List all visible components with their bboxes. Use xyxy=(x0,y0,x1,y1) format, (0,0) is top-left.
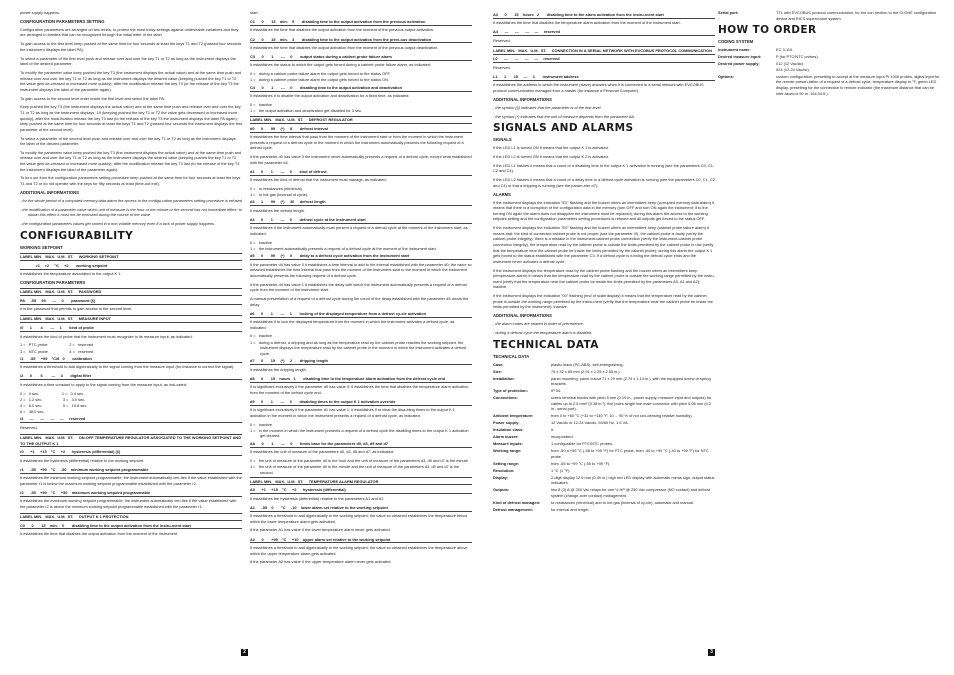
parameter-row: r0 +1 +15 °C +2 hysteresis (differential) (§) xyxy=(20,449,242,456)
parameter-row: /0 1 4 --- 1 kind of probe xyxy=(20,325,242,332)
paragraph: If the LED L2 is turned ON it means that the output K 2 is activated. xyxy=(493,154,609,159)
spec-value: panel mounting, panel cutout 71 x 29 mm (2.79 x 1.14 in.), with the equipped screw or spring brackets. xyxy=(551,375,711,387)
column-1 xyxy=(20,10,242,672)
paragraph: To gain access to the second level enter inside the first level and select the label PA. xyxy=(20,95,166,101)
option-item: 1 = the unit of measure of the parameter d0 is the minute and the unit of measure of the parameters d3, d5 and d7 is the second. xyxy=(250,464,461,475)
note-item: - the symbol (*) indicates that the unit of measure depends from the parameter dA. xyxy=(493,113,635,119)
parameter-row: A4 --- --- --- --- reserved xyxy=(493,29,715,36)
paragraph: It establishes the hysteresis (differential) relative to the parameters A1 and A2. xyxy=(250,495,385,501)
spec-row xyxy=(493,475,715,486)
spec-row xyxy=(718,47,940,53)
paragraph: It establishes the time that disables the output activation from the moment of the instrument xyxy=(20,530,178,536)
option-item: 4 = 8.0 sec. 5 = 19.8 sec. xyxy=(20,402,88,408)
parameter-row: dA 0 1 --- 0 times base for the parameters d0, d3, d5 and d7 xyxy=(250,440,472,447)
paragraph: it establishes the temperature associated to the output K 1. xyxy=(20,271,122,277)
table-header: LABEL MIN. MAX. U.M. ST. DEFROST REGULATOR xyxy=(250,116,472,124)
spec-value: 2-digit display 12.5 mm (0.49 in.) high red LED display with automatic minus sign, output status indicators. xyxy=(551,474,715,486)
section-heading: TECHNICAL DATA xyxy=(493,353,530,359)
table-header: LABEL MIN. MAX. U.M. ST. ON-OFF TEMPERATURE REGULATOR ASSOCIATED TO THE WORKING SETPOINT AND TO THE OUTPUT K 1 xyxy=(20,434,243,446)
parameter-row: /3 --- --- --- --- reserved xyxy=(20,416,242,423)
option-item: 0 = the unit of measure of the parameter d0 is the hour and the unit of measure of the parameters d3, d5 and d7 is the minute xyxy=(250,457,468,463)
parameter-row: d4 0 1 --- 0 defrost cycle at the instrument start xyxy=(250,217,472,224)
table-header: LABEL MIN. MAX. U.M. ST. CONNECTION IN A SERIAL NETWORK WITH EVCOBUS PROTOCOL COMMUNICATION xyxy=(493,46,715,54)
spec-row xyxy=(493,362,715,368)
section-heading: CODING SYSTEM xyxy=(718,39,754,45)
table-header: LABEL MIN. MAX. U.M. ST. OUTPUT K 1 PROTECTION xyxy=(20,513,242,521)
paragraph: It establishes the defrost length. xyxy=(250,207,305,213)
spec-key: Installation: xyxy=(493,375,515,381)
paragraph: To gain access to the first level keep pushed at the same time for four seconds at least the keys T1 and T2 (passed four seconds the instrument displays the label PA). xyxy=(20,41,242,52)
spec-row xyxy=(718,74,940,96)
spec-row xyxy=(493,434,715,440)
option-item: 1 = to hot gas (inversal of cycle). xyxy=(250,192,309,198)
column-4 xyxy=(718,10,940,672)
chapter-title: HOW TO ORDER xyxy=(718,24,817,37)
spec-value: from -50 a +99 °C (-58 to +99 °F) for PTC probe, from -40 to +99 °C (-40 to +99 °F) for NTC probe. xyxy=(551,448,709,459)
note-item: - for the whole period of a computed memory data alarm the access to the configu-ration parameters setting procedure is refused xyxy=(20,197,242,203)
parameter-row: d7 0 15 (*) 2 dripping length xyxy=(250,358,472,365)
spec-key: Serial port: xyxy=(718,10,739,15)
paragraph: It establishes the time that disables the temperature alarm activation from the moment of the instrument start. xyxy=(493,20,681,26)
section-heading: SIGNALS xyxy=(493,137,512,143)
spec-row xyxy=(493,427,715,433)
parameter-row: d5 0 99 (*) 0 delay to a defrost cycle activation from the instrument start xyxy=(250,253,472,260)
spec-key: Measure inputs: xyxy=(493,441,523,447)
paragraph: It establishes the time interval that pass from the moment of the instrument start or from the moment in which the instrument presents a request of a defrost cycle to the moment in which the instrument automatically presents the following request of a defrost cycle. xyxy=(250,134,464,151)
paragraph: It establishes if to lock the displayed temperature from the moment in which the instrument activates a defrost cycle, as indicated: xyxy=(250,319,455,330)
parameter-row: r1 -55 +99 °C -50 minimum working setpoint programmable xyxy=(20,466,242,473)
paragraph: If the parameter d0 has value 0 the instrument never automatically presents a request of a defrost cycle, except what established with the parameter d4. xyxy=(250,154,472,165)
spec-key: Outputs: xyxy=(493,487,510,493)
spec-key: Defrost management: xyxy=(493,506,533,512)
spec-key: Power supply: xyxy=(493,420,520,426)
table-header: LABEL MIN. MAX. U.M. ST. TEMPERATURE ALARM REGULATOR xyxy=(250,477,472,485)
section-heading: ADDITIONAL INFORMATIONS xyxy=(20,189,79,195)
paragraph: To turn out from the configuration parameters setting procedure keep pushed at the same time for four seconds at least the keys T1 and T2 or do not operate with the keys for fifty seconds at least (time-out exit). xyxy=(20,175,241,187)
option-item: 6 = 48.0 sec. xyxy=(20,409,45,415)
spec-row xyxy=(493,395,715,412)
paragraph: It establishes the time that disables the output activation from the moment of the previous output deactivation. xyxy=(250,44,439,50)
option-item: 1 = during a defrost, a dripping and as long as the temperature read by the cabinet probe reaches the working setpoint, the instrument displays the temperature read by the cabinet probe in the moment in which the instrument activates a defrost cycle. xyxy=(250,339,468,356)
parameter-row: d9 0 1 --- 0 disabling times to the output K 1 activation override xyxy=(250,398,472,405)
option-item: 0 = to resistances (electrical) xyxy=(250,185,302,191)
section-heading: ALARMS xyxy=(493,191,511,197)
paragraph: It establishes a threshold to add algebraically to the working setpoint; the value so obtained establishes the temperature below which the lower temperature alarm gets activated. xyxy=(250,513,468,524)
spec-key: Setting range: xyxy=(493,460,520,466)
parameter-row: C4 0 1 --- 0 disabling time to the output activation and deactivation xyxy=(250,84,472,91)
paragraph: Configuration parameters are arranged on two levels, to protect the most tricky settings against undesirable variations and they are arranged in families that can be recognized through the initial letter of the label. xyxy=(20,26,239,38)
paragraph: It is significant exclusively if the parameter d1 has value 1; it establishes if to clear the disa-bling times to the output K 1 activation in the moment in which the instrument presents a request of a defrost cycle, as indicated: xyxy=(250,407,455,418)
paragraph: Reserved. xyxy=(20,424,38,430)
page-number-right: 3 xyxy=(708,649,715,656)
paragraph: To modify the parameter value keep pushed the key T3 (the instrument displays the actual value) and at the same time push and release over and over the key T1 or T2 as long as the instrument displays the desired value (keeping pushed the key T1 or T2 the value gets de-creased or increased more quickly); after the modification release the key T3 last (to the release of the key T3 the instrument displays the label of the parameter again). xyxy=(20,149,242,172)
spec-value: 1 configurable for PTC/NTC probes. xyxy=(551,441,614,447)
parameter-row: A3 0 15 hours 2 disabling time to the alarm activation from the instru-ment start xyxy=(493,12,715,19)
option-item: 3 = NTC probe 4 = reserved xyxy=(20,348,94,354)
option-item: 1 = the output activation and deactivation get disabled for 3 sec. xyxy=(250,108,363,114)
spec-row xyxy=(493,448,715,459)
parameter-row: C0 0 15 min. 0 disabling time to the output activation from the instru-ment start xyxy=(20,522,242,529)
paragraph: If the instrument displays the indication "E0" flashing and the buzzer utters an intermittent beep (cabinet probe failure alarm) it means that: the kind of connected cabinet probe is not proper (see the parameter /0), the cabinet probe is faulty (verify the cabinet probe integrity); there is a mistake in the instrument-cabinet probe connection (verify the instrument-cabinet probe connection integrity), the temperature read by the cabinet probe is outside the limits permitted by the cabinet probe in use (verify that the temperature near the cabinet probe be inside the limits permitted by the cabinet probe); during this alarm the output K 1 gets forced to the status established with the parameter C3. If a defrost cycle is running the defrost cycle ends and the instrument never activates a defrost cycle. xyxy=(493,225,714,264)
paragraph: Reserved. xyxy=(493,37,511,43)
parameter-row: d6 0 1 --- 1 locking of the displayed temperature from a defrost cy-cle activation xyxy=(250,310,472,317)
parameter-row: r2 -55 +99 °C +50 maximum working setpoint programmable xyxy=(20,489,242,496)
parameter-row: d1 0 1 --- 0 kind of defrost xyxy=(250,168,472,175)
paragraph: If the instrument displays the temperature read by the cabinet probe flashing and the buzzer utters an intermittent beep (temperature alarm) it means that the temperature read by the cabinet probe is outside the working range permitted by the instru-ment (verify that the temperature near the cabinet probe be inside the limits permitted by the parameters A0, A1 and A2); inactive. xyxy=(493,267,715,290)
spec-value: TTL with EVCOBUS protocol communication, for the con-nection to the CLONE configuration device and RICS supervi-sion system. xyxy=(776,10,937,21)
paragraph: It establishes the kind of probe that the instrument must recognize to its measure input, as indicated: xyxy=(20,333,193,339)
spec-key: Working range: xyxy=(493,448,522,454)
section-heading: CONFIGURATION PARAMETERS xyxy=(20,279,86,285)
note-item: - the symbol (§) indicates that the parameter is of the first level xyxy=(493,104,601,110)
parameter-row: A0 +1 +15 °C +2 hysteresis (differential) xyxy=(250,487,472,494)
spec-row xyxy=(493,507,715,513)
spec-row xyxy=(493,441,715,447)
chapter-title: SIGNALS AND ALARMS xyxy=(493,122,634,135)
paragraph: To select a parameter of the second level push and release over and over the key T1 or T2 as long as the instrument displays the label of the desired parameter. xyxy=(20,135,236,147)
spec-key: Alarm buzzer: xyxy=(493,434,519,440)
chapter-title: CONFIGURABILITY xyxy=(20,229,134,242)
section-heading: ADDITIONAL INFORMATIONS xyxy=(493,313,552,319)
paragraph: It establishes a threshold to add algebraically to the working setpoint; the value so obtained establishes the temperature above which the upper temperature alarm gets activated. xyxy=(250,544,468,556)
paragraph: It establishes a time constant to apply to the signal coming from the measure input, as indi-cated: xyxy=(20,381,187,387)
spec-key: Desired power supply: xyxy=(718,61,760,67)
paragraph: If the parameter d4 has value 1 it establishes the delay with which the instrument automatically presents a request of a defrost cycle from the moment of the instrument start. xyxy=(250,281,467,293)
chapter-title: TECHNICAL DATA xyxy=(493,338,599,351)
parameter-row: r1 r2 °C +2 working setpoint xyxy=(20,262,242,269)
spec-key: Insulation class: xyxy=(493,427,524,433)
option-item: 0 = inactive xyxy=(250,421,272,427)
spec-row xyxy=(493,388,715,394)
top-line: power supply happens. xyxy=(20,10,61,15)
option-item: 0 = 0 sec. 1 = 0.4 sec. xyxy=(20,390,85,396)
note-item: - the modification of a parameter value which unit of measure is the hour or the minute or the second has not immediate effect: to obtain this effect it must not be executed during the course of the value xyxy=(20,206,242,218)
parameter-row: d0 0 99 (*) 8 defrost interval xyxy=(250,125,472,132)
column-3 xyxy=(493,10,715,672)
option-item: 1 = in the moment in which the instrument presents a request of a defrost cycle the disabling times to the output K 1 activation get cleared. xyxy=(250,427,470,439)
spec-row xyxy=(718,54,940,60)
parameter-row: C1 0 15 min. 5 disabling time to the output activation from the previous activation xyxy=(250,19,472,26)
spec-key: Resolution: xyxy=(493,467,515,473)
paragraph: If the LED L1 is turned ON it means that the output K 1 is activated. xyxy=(493,145,609,151)
spec-key: Display: xyxy=(493,474,509,480)
paragraph: It establishes if to disable the output activation and deactivation for a fixed time, as indicated: xyxy=(250,93,410,99)
spec-value: II. xyxy=(551,427,555,433)
table-header: LABEL MIN. MAX. U.M. ST. MEASURE INPUT xyxy=(20,315,242,323)
note-item: - during a defrost cycle the temperature alarm is disabled. xyxy=(493,329,593,335)
option-item: 0 = inactive xyxy=(250,239,272,245)
parameter-row: L1 1 15 --- 1 instrument address xyxy=(493,74,715,81)
paragraph: If the parameter A2 has value 0 the upper temperature alarm never gets activated. xyxy=(250,559,392,565)
section-heading: CONFIGURATION PARAMETERS SETTING xyxy=(20,18,105,24)
paragraph: Reserved. xyxy=(493,64,511,70)
option-item: 2 = 1.2 sec. 3 = 3.0 sec. xyxy=(20,396,86,402)
option-item: 1 = during a cabinet probe failure alarm the output gets forced to the status ON. xyxy=(250,77,389,83)
paragraph: It establishes the status to which the output gets forced during a cabinet probe failure alarm, as indicated: xyxy=(250,62,432,68)
spec-key: Connections: xyxy=(493,395,518,401)
paragraph: It establishes the maximum working setpoint programmable; the instrument automatically veri-fies if the value established with the parameter r2 is above the minimum working setpoint programmable established with the parameter r1. xyxy=(20,498,237,509)
paragraph: If the parameter A1 has value 0 the lower temperature alarm never gets activated. xyxy=(250,527,391,533)
spec-value: 74 x 32 x 65 mm (2.91 x 1.25 x 2.55 in.). xyxy=(551,368,621,374)
spec-key: Ambient temperature: xyxy=(493,413,534,419)
spec-value: custom configuration, presetting to accept at the measure input Pt 1000 probes, digital input for the remote presen-tation of a request of a defrost cycle, temperature display in °F, green LED display, presetting for the connection to remote indicator (the maximum distance that can be inter-faced is 50 m. 164.04 ft.). xyxy=(776,73,940,96)
spec-value: from -55 to +99 °C (-55 to +99 °F). xyxy=(551,460,611,466)
column-2 xyxy=(250,10,472,672)
spec-key: Kind of defrost managed: xyxy=(493,499,541,505)
spec-value: 1 °C (1 °F). xyxy=(551,467,571,473)
paragraph: It establishes if the instrument automatically must present a request of a defrost cycle at the moment of the instrument start, as indicated: xyxy=(250,225,468,236)
paragraph: It establishes the dripping length. xyxy=(250,366,307,372)
spec-row xyxy=(493,376,715,387)
paragraph: It establishes a threshold to add algebraically to the signal coming from the measure input (for instance to correct the signal). xyxy=(20,364,235,370)
spec-value: EC 3-110. xyxy=(776,47,794,53)
spec-row xyxy=(493,500,715,506)
paragraph: If the LED L1 flashes it means that a count of a disabling time to the output K 1 activation is running (see the parameters C0, C1, C2 and C4). xyxy=(493,162,715,174)
paragraph: If the LED L2 flashes it means that a count of a delay time to a defrost cycle activation is running (see the parameters C0, C1, C2 and C4) or that a dripping is running (see the param-eter d7). xyxy=(493,177,715,188)
spec-key: Instrument name: xyxy=(718,47,751,53)
spec-row xyxy=(493,461,715,467)
table-header: LABEL MIN. MAX. U.M. ST. PASSWORD xyxy=(20,288,242,296)
spec-value: plastic black (PC-ABS), self-extinguishing. xyxy=(551,361,624,367)
spec-value: two 8 (3) A @ 250 Vac relays for one ½ HP @ 250 Vac compressor (NO contact) and defrost system (change-over contact) management. xyxy=(551,487,711,498)
paragraph: If the parameter d4 has value 0 it establishes a time interval to add to the interval established with the parameter d0; the value so obtained establishes the time interval that pass from the moment of the instrument start to the moment in which the instrument automatically presents the following request of a defrost cycle. xyxy=(250,261,472,278)
paragraph: If the instrument displays the indication "E2" flashing and the buzzer utters an intermittent beep (corrupted memory data alarm) it means that there is a corruption of the configuration data in the memory (turn OFF and turn ON again the instrument: if to the turning ON again the alarm does not disappear the instrument must be replaced); during this alarm the access to the working setpoint setting and the configuration parameters setting procedures is refused and all outputs get forced to the status OFF. xyxy=(493,199,714,222)
spec-value: for interval and length. xyxy=(551,506,590,512)
paragraph: It establishes the hysteresis (differential) relative to the working setpoint. xyxy=(20,457,145,463)
section-heading: ADDITIONAL INFORMATIONS xyxy=(493,96,552,102)
spec-key: Type of protection: xyxy=(493,388,528,394)
paragraph: start. xyxy=(250,10,259,15)
paragraph: It establishes the address to which the instrument (slave) answers when it is connected to a serial network with EVCOBUS protocol communication managed from a master (for instance a Personal Computer). xyxy=(493,82,704,93)
parameter-row: L0 --- --- --- --- reserved xyxy=(493,56,715,63)
option-item: 1 = the instrument automatically presents a request of a defrost cycle at the moment of the instrument start. xyxy=(250,245,437,251)
parameter-row: d3 1 99 (*) 30 defrost length xyxy=(250,199,472,206)
page-number-left: 2 xyxy=(241,649,248,656)
spec-value: from 0 to +60 °C (+32 to +140 °F, 10 ... 90 % of not con-densing relative humidity). xyxy=(551,413,693,419)
paragraph: It establishes the time that disables the output activation from the moment of the previous output activation. xyxy=(250,27,435,33)
parameter-row: C2 0 15 min. 3 disabling time to the output activation from the previ-ous deactivation xyxy=(250,36,472,43)
paragraph: If the instrument displays the indication "00" flashing (end of scale display) it means that the temperature read by the cabinet probe is outside the working range permitted by the instru-ment (verify that the temperature near the cabinet probe be inside the limits permitted by the instrument); inactive. xyxy=(493,293,713,310)
spec-key: Size: xyxy=(493,368,503,374)
spec-value: 012 (12 Vac/dc) 024 (12-24 Vac/dc). xyxy=(776,61,810,72)
parameter-row: A1 -55 0 °C -10 lower alarm set relative to the working setpoint xyxy=(250,504,472,511)
parameter-row: A2 0 +99 °C +10 upper alarm set relative to the working setpoint xyxy=(250,536,472,543)
spec-value: P (for PTC/NTC probes). xyxy=(776,54,819,60)
parameter-row: C3 0 1 --- 0 output status during a cabinet probe failure alarm xyxy=(250,54,472,61)
spec-value: IP 54. xyxy=(551,388,562,394)
paragraph: Keep pushed the key T3 (the instrument displays the actual value) and at the same time push and release over and over the key T1 or T2 as long as the instrument displays -19 (keeping pushed the key T1 or T2 the value gets decreased or increased more quickly); after the modi-fication release the key T3 last (to the release of the key T3 the instrument displays the label PA again); keep pushed at the same time for four seconds at least the keys T1 and T2 (passed four seconds the instrument displays the first parameter of the second level). xyxy=(20,104,242,132)
spec-key: Case: xyxy=(493,361,504,367)
spec-row xyxy=(493,420,715,426)
spec-value: incorporated. xyxy=(551,434,574,440)
spec-value: screw terminal blocks with pitch 5 mm (0.19 in., power supply, measure input and outputs) for cables up to 2.5 mm² (0.38 in.²), five poles single line male connector with pitch 5.08 mm (0.2 in., serial port). xyxy=(551,395,712,412)
spec-row xyxy=(718,61,940,72)
spec-key: Desired measure input: xyxy=(718,54,762,60)
spec-row xyxy=(493,468,715,474)
paragraph: It establishes the minimum working setpoint programmable; the instrument automatically veri-fies if the value established with the parameter r1 is below the maximum working setpoint programmable established with the parameter r2. xyxy=(20,475,242,486)
paragraph: It is significant exclusively if the parameter d9 has value 0; it establishes the time that disables the temperature alarm activation from the moment of the defrost cycle end. xyxy=(250,384,469,395)
spec-value: 12 Vac/dc or 12-24 Vac/dc, 50/60 Hz, 1.5 VA. xyxy=(551,420,629,426)
paragraph: It establishes the unit of measure of the parameters d0, d3, d5 and d7, as indicated: xyxy=(250,449,395,455)
parameter-row: PA -55 99 --- 0 password (§) xyxy=(20,298,242,305)
section-heading: WORKING SETPOINT xyxy=(20,244,63,250)
paragraph: It establishes the kind of defrost that the instrument must manage, as indicated: xyxy=(250,177,387,183)
spec-key: Options: xyxy=(718,73,734,79)
option-item: 0 = during a cabinet probe failure alarm the output gets forced to the status OFF xyxy=(250,71,390,77)
parameter-row: d8 0 15 hours 1 disabling time to the temperature alarm activation from the defrost cycle end xyxy=(250,375,472,382)
spec-row xyxy=(493,369,715,375)
option-item: 0 = inactive xyxy=(250,333,272,339)
paragraph: To select a parameter of the first level push and release over and over the key T1 or T2 as long as the instrument displays the label of the desired parameter. xyxy=(20,55,236,67)
spec-row xyxy=(718,10,940,21)
parameter-row: /1 -55 +99 °C/8 0 calibration xyxy=(20,356,242,363)
paragraph: To modify the parameter value keep pushed the key T3 (the instrument displays the actual value) and at the same time push and release over and over the key T1 or T2 as long as the instrument displays the desired value (keeping pushed the key T1 or T2 the value gets de-creased or increased more quickly); after the modification release the key T3 (or the release of the key T3 the instrument displays the label of the parameter again). xyxy=(20,70,242,92)
spec-row xyxy=(493,413,715,419)
spec-value: to resistances (electrical) and to hot gas (inversal of cy-cle), automatic and manual. xyxy=(551,499,694,505)
table-header: LABEL MIN. MAX. U.M. ST. WORKING SETPOINT xyxy=(20,253,242,261)
paragraph: It is the password that permits to gain access to the second level. xyxy=(20,306,133,312)
parameter-row: /2 0 6 --- 3 digital filter xyxy=(20,373,242,380)
option-item: 0 = inactive xyxy=(250,101,272,107)
paragraph: A manual presentation of a request of a defrost cycle during the count of the delay established with the parameter d5 clears the delay. xyxy=(250,296,469,307)
note-item: - the configuration parameters values get stored in a non volatile memory even if a lack of power supply happens. xyxy=(20,221,216,227)
option-item: 1 = PTC probe 2 = reserved xyxy=(20,342,94,348)
spec-row xyxy=(493,487,715,498)
note-item: - the alarm codes are related in order of precedence xyxy=(493,321,583,327)
